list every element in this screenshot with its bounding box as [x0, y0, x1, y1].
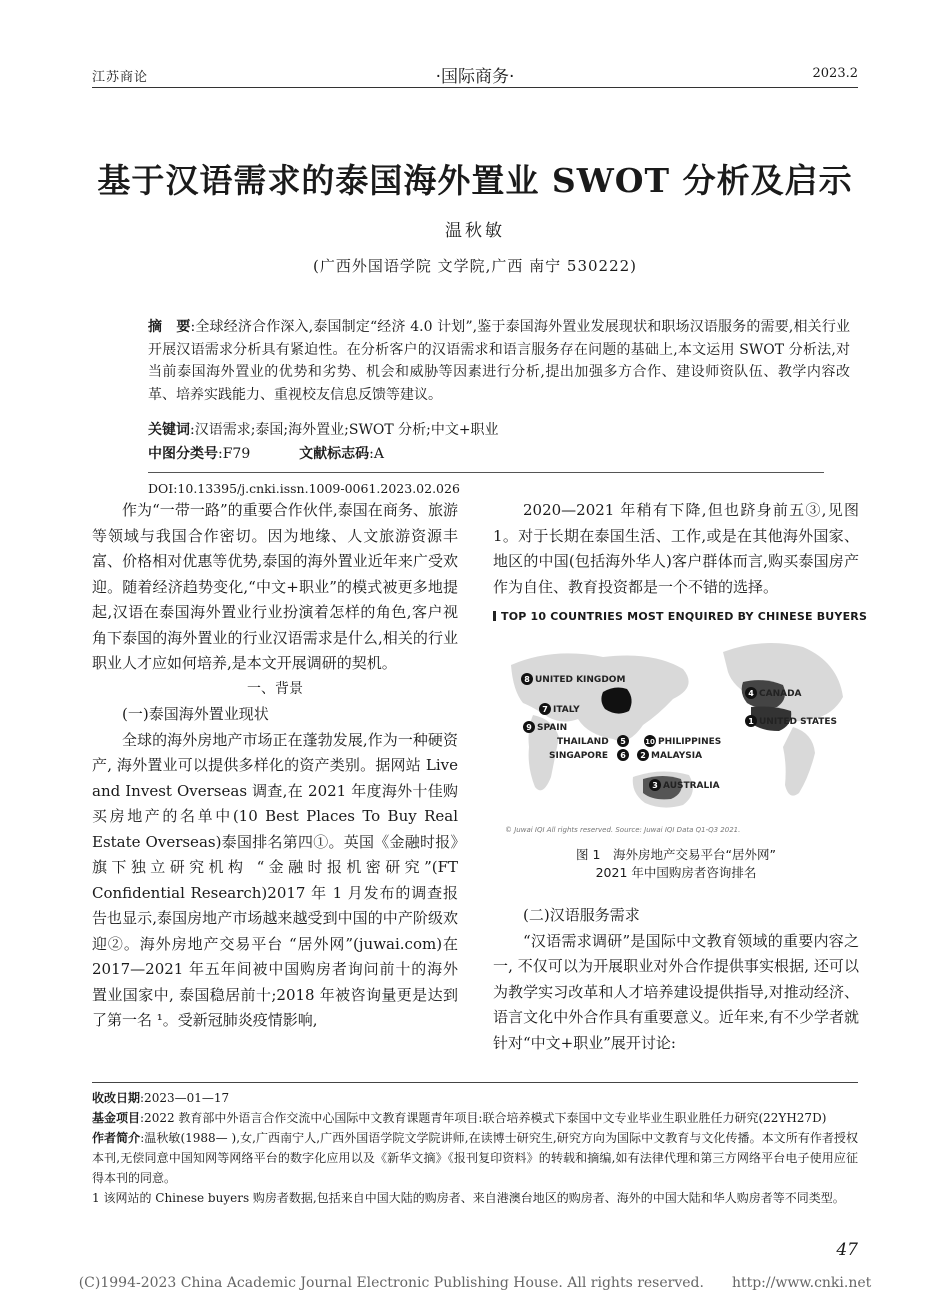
label-thailand: THAILAND [557, 737, 609, 747]
marker-philippines [644, 735, 721, 747]
marker-spain [523, 721, 567, 733]
keywords-label: 关键词 [148, 422, 190, 438]
marker-usa-rank: 1 [748, 717, 754, 726]
marker-australia-rank: 3 [652, 781, 658, 790]
bio-label: 作者简介 [92, 1131, 141, 1145]
author-affiliation: (广西外国语学院 文学院,广西 南宁 530222) [312, 257, 638, 275]
article-notes [92, 1088, 858, 1208]
doc-code-value: :A [369, 446, 384, 462]
marker-malaysia-rank: 2 [640, 751, 646, 760]
funding [92, 1108, 858, 1128]
doi: DOI:10.13395/j.cnki.issn.1009-0061.2023.02.026 [148, 481, 460, 496]
label-spain: SPAIN [537, 723, 568, 733]
body-paragraph-3: “汉语需求调研”是国际中文教育领域的重要内容之一, 不仅可以为开展职业对外合作提供事实根据, 还可以为教学实习改革和人才培养建设提供指导,对推动经济、语言文化中外合作具有重要意义。近年来,有不少学者就针对“中文+职业”展开讨论: [493, 931, 859, 1052]
marker-italy-rank: 7 [542, 705, 548, 714]
marker-philippines-rank: 10 [645, 738, 655, 746]
clc-value: :F79 [218, 446, 251, 462]
label-singapore: SINGAPORE [549, 751, 609, 761]
label-philippines: PHILIPPINES [658, 737, 722, 747]
section-heading-background: 一、背景 [247, 680, 303, 697]
notes-divider [92, 1082, 858, 1083]
label-australia: AUSTRALIA [663, 781, 720, 791]
label-canada: CANADA [759, 689, 802, 699]
figure-caption-line1: 图 1 海外房地产交易平台“居外网” [576, 847, 776, 862]
marker-uk [521, 673, 625, 685]
abstract-label: 摘 要 [148, 319, 191, 335]
label-malaysia: MALAYSIA [651, 751, 703, 761]
received-value: :2023—01—17 [140, 1091, 230, 1105]
figure-caption-line2: 2021 年中国购房者咨询排名 [595, 865, 757, 880]
classification [148, 443, 384, 465]
doc-code-label: 文献标志码 [299, 446, 370, 462]
author-name: 温秋敏 [445, 221, 505, 241]
marker-uk-rank: 8 [524, 675, 530, 684]
body-paragraph-1: 全球的海外房地产市场正在蓬勃发展,作为一种硬资产, 海外置业可以提供多样化的资产类别。据网站 Live and Invest Overseas 调查,在 2021 年度海外十佳购买房地产的名单中(10 Best Places To Buy Real Estate Overseas)泰国排名第四①。英国《金融时报》旗下独立研究机构 “金融时报机密研究”(FT Confidential Research)2017 年 1 月发布的调查报告也显示,泰国房地产市场越来越受到中国的中产阶级欢迎②。海外房地产交易平台 “居外网”(juwai.com)在 2017—2021 年五年间被中国购房者询问前十的海外置业国家中, 泰国稳居前十;2018 年被咨询量更是达到了第一名 ¹。受新冠肺炎疫情影响, [92, 730, 458, 1029]
received-label: 收改日期 [92, 1091, 141, 1105]
journal-name: 江苏商论 [92, 70, 149, 85]
figure-source: © Juwai IQI All rights reserved. Source: Juwai IQI Data Q1-Q3 2021. [505, 826, 741, 834]
copyright-footer: (C)1994-2023 China Academic Journal Electronic Publishing House. All rights reserved. http://www.cnki.net [78, 1275, 872, 1291]
subsection-heading-1: (一)泰国海外置业现状 [122, 705, 269, 723]
abstract [148, 316, 850, 406]
world-map-figure [493, 607, 859, 845]
subsection-heading-2: (二)汉语服务需求 [523, 906, 640, 924]
abstract-divider [148, 472, 824, 473]
abstract-text: :全球经济合作深入,泰国制定“经济 4.0 计划”,鉴于泰国海外置业发展现状和职场汉语服务的需要,相关行业开展汉语需求分析具有紧迫性。在分析客户的汉语需求和语言服务存在问题的基础上,本文运用 SWOT 分析法,对当前泰国海外置业的优势和劣势、机会和威胁等因素进行分析,提出加强多方合作、建设师资队伍、教学内容改革、培养实践能力、重视校友信息反馈等建议。 [148, 319, 851, 403]
fund-label: 基金项目 [92, 1111, 141, 1125]
author-bio [92, 1128, 858, 1188]
marker-malaysia [637, 749, 702, 761]
marker-usa [745, 715, 837, 727]
section-label: ·国际商务· [435, 67, 515, 87]
intro-paragraph: 作为“一带一路”的重要合作伙伴,泰国在商务、旅游等领域与我国合作密切。因为地缘、人文旅游资源丰富、价格相对优惠等优势,泰国的海外置业近年来广受欢迎。随着经济趋势变化,“中文+职业”的模式被更多地提起,汉语在泰国海外置业行业扮演着怎样的角色,客户视角下泰国的海外置业的行业汉语需求是什么,相关的行业职业人才应如何培养,是本文开展调研的契机。 [92, 501, 458, 672]
header-divider [92, 87, 858, 88]
figure-title-text: TOP 10 COUNTRIES MOST ENQUIRED BY CHINESE BUYERS [501, 610, 868, 623]
label-uk: UNITED KINGDOM [535, 675, 626, 685]
keywords [148, 419, 850, 441]
bio-value: :温秋敏(1988— ),女,广西南宁人,广西外国语学院文学院讲师,在读博士研究生,研究方向为国际中文教育与文化传播。本文所有作者授权本刊,无偿同意中国知网等网络平台的数字化应用以及《新华文摘》《报刊复印资料》的转载和摘编,如有法律代理和第三方网络平台电子使用应征得本刊的同意。 [92, 1131, 858, 1185]
right-column-bottom [493, 903, 859, 1056]
issue-label: 2023.2 [812, 66, 858, 81]
footnote-1: 1 该网站的 Chinese buyers 购房者数据,包括来自中国大陆的购房者、来自港澳台地区的购房者、海外的中国大陆和华人购房者等不同类型。 [92, 1191, 845, 1205]
marker-canada [745, 687, 802, 699]
figure-caption [493, 846, 859, 882]
clc-label: 中图分类号 [148, 446, 218, 462]
marker-singapore [549, 749, 629, 761]
label-usa: UNITED STATES [759, 717, 838, 727]
marker-canada-rank: 4 [748, 689, 754, 698]
page-number: 47 [836, 1240, 858, 1260]
body-paragraph-2: 2020—2021 年稍有下降,但也跻身前五③,见图 1。对于长期在泰国生活、工作,或是在其他海外国家、地区的中国(包括海外华人)客户群体而言,购买泰国房产作为自住、教育投资都是一个不错的选择。 [493, 501, 859, 596]
fund-value: :2022 教育部中外语言合作交流中心国际中文教育课题青年项目:联合培养模式下泰国中文专业毕业生职业胜任力研究(22YH27D) [140, 1111, 827, 1125]
left-column [92, 498, 458, 1034]
marker-italy [539, 703, 580, 715]
marker-singapore-rank: 6 [620, 751, 626, 760]
keywords-text: :汉语需求;泰国;海外置业;SWOT 分析;中文+职业 [190, 422, 499, 438]
marker-thailand-rank: 5 [620, 737, 626, 746]
marker-spain-rank: 9 [526, 723, 532, 732]
right-column-top [493, 498, 859, 600]
article-title: 基于汉语需求的泰国海外置业 SWOT 分析及启示 [97, 161, 853, 200]
received-date [92, 1088, 858, 1108]
label-italy: ITALY [553, 705, 580, 715]
